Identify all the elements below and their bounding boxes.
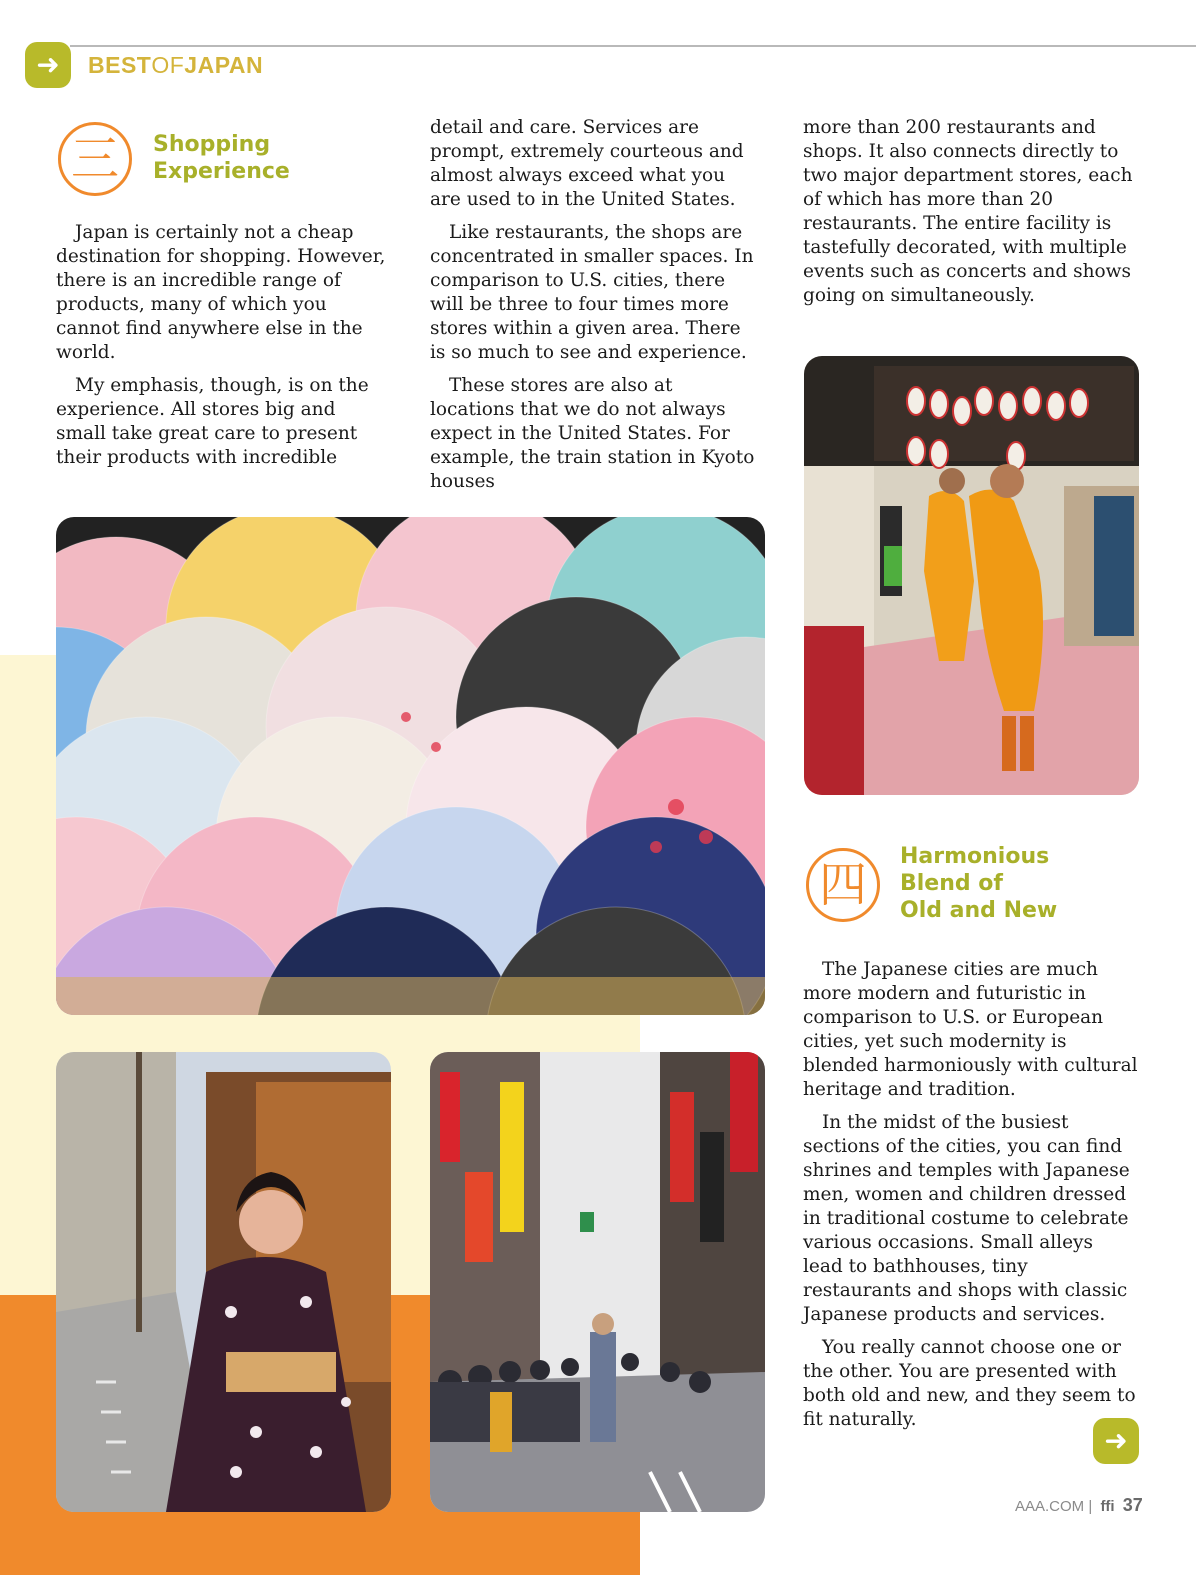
paragraph: These stores are also at locations that we do not always expect in the United States. For example, the train station in Kyoto houses: [430, 375, 755, 492]
brand-best: BEST: [88, 52, 152, 78]
page-number: 37: [1122, 1495, 1143, 1515]
harmony-column: [803, 958, 1138, 1441]
kanji-three-badge: 三: [58, 122, 132, 196]
paragraph: detail and care. Services are prompt, extremely courteous and almost always exceed what you are used to in the United States.: [430, 117, 744, 210]
arrow-right-icon: ➜: [1104, 1424, 1128, 1457]
shopping-column-3: [803, 116, 1133, 317]
site-url[interactable]: AAA.COM: [1015, 1498, 1085, 1515]
arrow-left-icon: ➜: [36, 48, 60, 81]
brand-of: OF: [151, 52, 185, 78]
kanji-four-badge: 四: [806, 848, 880, 922]
photo-monks-in-station: [804, 356, 1139, 795]
shopping-column-1: [56, 221, 386, 479]
back-button[interactable]: [25, 42, 71, 88]
next-button[interactable]: [1093, 1418, 1139, 1464]
harmony-section-title: Harmonious Blend of Old and New: [900, 844, 1058, 923]
photo-japanese-fans: [56, 517, 765, 1015]
shopping-section-title: Shopping Experience: [153, 132, 290, 184]
paragraph: Japan is certainly not a cheap destination for shopping. However, there is an incredible range of products, many of which you cannot find anywhere else in the world.: [56, 222, 386, 363]
photo-busy-shopping-street: [430, 1052, 765, 1512]
brand-japan: JAPAN: [184, 52, 264, 78]
paragraph: more than 200 restaurants and shops. It also connects directly to two major department stores, each of which has more than 20 restaurants. The entire facility is tastefully decorated, with multiple events such as concerts and shows going on simultaneously.: [803, 117, 1133, 306]
section-brand: [88, 50, 263, 80]
paragraph: You really cannot choose one or the other. You are presented with both old and new, and they seem to fit naturally.: [803, 1337, 1136, 1430]
page-footer: [1015, 1494, 1143, 1518]
magazine-logo: ffi: [1100, 1498, 1115, 1515]
paragraph: The Japanese cities are much more modern and futuristic in comparison to U.S. or European cities, yet such modernity is blended harmoniously with cultural heritage and tradition.: [803, 959, 1138, 1100]
paragraph: Like restaurants, the shops are concentrated in smaller spaces. In comparison to U.S. cities, there will be three to four times more stores within a given area. There is so much to see and experience.: [430, 222, 754, 363]
footer-separator: |: [1088, 1498, 1093, 1515]
paragraph: In the midst of the busiest sections of the cities, you can find shrines and temples with Japanese men, women and children dressed in traditional costume to celebrate various occasions. Small alleys lead to bathhouses, tiny restaurants and shops with classic Japanese products and services.: [803, 1112, 1130, 1325]
shopping-column-2: [430, 116, 760, 503]
photo-woman-in-kimono: [56, 1052, 391, 1512]
header-rule: [70, 45, 1196, 47]
paragraph: My emphasis, though, is on the experience. All stores big and small take great care to present their products with incredible: [56, 375, 369, 468]
